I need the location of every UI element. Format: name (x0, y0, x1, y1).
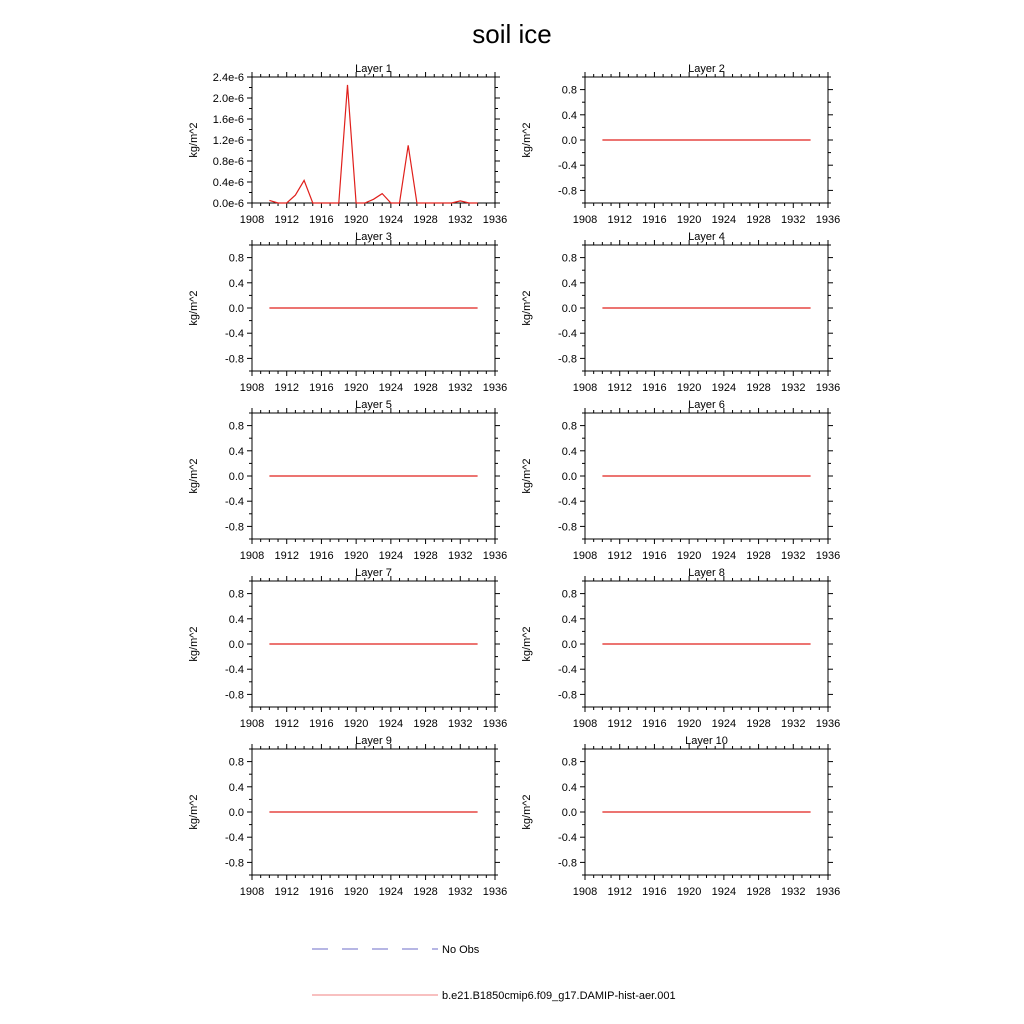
x-tick-label: 1920 (343, 718, 369, 730)
legend-item-2 (312, 990, 676, 1002)
x-tick-label: 1916 (642, 382, 667, 394)
x-tick-label: 1912 (607, 382, 632, 394)
panel-title: Layer 4 (688, 231, 725, 243)
y-axis-label: kg/m^2 (521, 794, 533, 830)
series-line (269, 85, 477, 203)
panel-layer-3 (188, 231, 507, 394)
y-tick-label: 0.0 (561, 303, 577, 315)
x-tick-label: 1932 (781, 718, 806, 730)
y-tick-label: -0.8 (558, 353, 577, 366)
x-tick-label: 1936 (815, 718, 841, 730)
y-tick-label: 0.4 (228, 445, 244, 458)
x-tick-label: 1932 (448, 214, 473, 226)
x-tick-label: 1928 (413, 886, 438, 898)
x-tick-label: 1920 (343, 886, 369, 898)
y-tick-label: -0.4 (558, 328, 577, 341)
x-tick-label: 1916 (642, 550, 667, 562)
y-tick-label: 0.8 (228, 420, 244, 433)
y-tick-label: 0.0 (561, 639, 577, 651)
x-tick-label: 1936 (815, 214, 841, 226)
x-tick-label: 1908 (572, 382, 598, 394)
y-tick-label: 0.8 (561, 420, 577, 433)
x-tick-label: 1924 (711, 214, 737, 226)
x-tick-label: 1924 (711, 550, 737, 562)
y-tick-label: 0.0e-6 (212, 198, 244, 210)
x-tick-label: 1908 (572, 214, 598, 226)
y-axis-label: kg/m^2 (188, 794, 200, 830)
y-tick-label: 0.8 (228, 756, 244, 769)
y-tick-label: 0.0 (228, 639, 244, 651)
y-tick-label: 0.8e-6 (212, 156, 244, 168)
x-tick-label: 1920 (676, 214, 702, 226)
y-axis-label: kg/m^2 (188, 290, 200, 326)
x-tick-label: 1936 (482, 886, 508, 898)
y-axis-label: kg/m^2 (521, 626, 533, 662)
y-tick-label: -0.8 (225, 857, 244, 870)
x-tick-label: 1932 (448, 550, 473, 562)
x-tick-label: 1924 (711, 886, 737, 898)
y-axis-label: kg/m^2 (521, 458, 533, 494)
y-tick-label: 0.0 (228, 303, 244, 315)
panel-title: Layer 3 (355, 231, 392, 243)
y-tick-label: -0.4 (225, 328, 244, 341)
x-tick-label: 1932 (448, 886, 473, 898)
y-tick-label: -0.8 (225, 689, 244, 702)
x-tick-label: 1924 (378, 886, 404, 898)
x-tick-label: 1920 (676, 550, 702, 562)
y-axis-label: kg/m^2 (188, 626, 200, 662)
x-tick-label: 1920 (343, 214, 369, 226)
x-tick-label: 1912 (607, 214, 632, 226)
y-tick-label: 0.0 (228, 471, 244, 483)
y-tick-label: 0.0 (228, 807, 244, 819)
panel-layer-1 (188, 63, 507, 226)
y-tick-label: 0.0 (561, 471, 577, 483)
x-tick-label: 1908 (572, 550, 598, 562)
y-tick-label: -0.4 (558, 664, 577, 677)
x-tick-label: 1920 (676, 886, 702, 898)
x-tick-label: 1928 (413, 382, 438, 394)
y-tick-label: -0.8 (225, 521, 244, 534)
x-tick-label: 1908 (239, 886, 265, 898)
x-tick-label: 1912 (607, 718, 632, 730)
y-tick-label: 0.4 (228, 781, 244, 794)
x-tick-label: 1912 (607, 550, 632, 562)
x-tick-label: 1912 (274, 718, 299, 730)
y-tick-label: 0.8 (561, 84, 577, 97)
y-tick-label: 0.4 (561, 613, 577, 626)
x-tick-label: 1916 (309, 718, 334, 730)
x-tick-label: 1908 (239, 718, 265, 730)
y-tick-label: -0.4 (558, 832, 577, 845)
y-tick-label: 0.4e-6 (212, 177, 244, 189)
x-tick-label: 1908 (572, 886, 598, 898)
x-tick-label: 1924 (711, 382, 737, 394)
y-tick-label: 0.0 (561, 135, 577, 147)
y-axis-label: kg/m^2 (188, 458, 200, 494)
x-tick-label: 1912 (274, 550, 299, 562)
y-axis-label: kg/m^2 (521, 122, 533, 158)
x-tick-label: 1932 (448, 382, 473, 394)
x-tick-label: 1936 (815, 550, 841, 562)
x-tick-label: 1912 (274, 886, 299, 898)
x-tick-label: 1932 (781, 382, 806, 394)
x-tick-label: 1924 (378, 214, 404, 226)
y-tick-label: 0.4 (561, 277, 577, 290)
x-tick-label: 1916 (309, 382, 334, 394)
panel-layer-9 (188, 735, 507, 898)
legend-label: No Obs (442, 944, 480, 956)
x-tick-label: 1936 (482, 214, 508, 226)
panel-layer-5 (188, 399, 507, 562)
y-tick-label: 0.8 (228, 588, 244, 601)
y-tick-label: -0.8 (558, 857, 577, 870)
x-tick-label: 1920 (676, 382, 702, 394)
panel-title: Layer 6 (688, 399, 725, 411)
x-tick-label: 1916 (642, 718, 667, 730)
x-tick-label: 1928 (746, 886, 771, 898)
figure-title: soil ice (472, 19, 552, 49)
y-tick-label: -0.8 (558, 521, 577, 534)
panel-title: Layer 7 (355, 567, 392, 579)
y-tick-label: 0.8 (561, 756, 577, 769)
panel-title: Layer 10 (685, 735, 728, 747)
x-tick-label: 1920 (343, 382, 369, 394)
y-tick-label: 0.8 (228, 252, 244, 265)
panel-layer-8 (521, 567, 840, 730)
x-tick-label: 1928 (413, 214, 438, 226)
panel-layer-7 (188, 567, 507, 730)
y-tick-label: -0.4 (225, 496, 244, 509)
y-tick-label: 0.4 (561, 445, 577, 458)
x-tick-label: 1908 (239, 214, 265, 226)
legend-item-1 (312, 944, 480, 956)
x-tick-label: 1916 (309, 550, 334, 562)
x-tick-label: 1916 (309, 886, 334, 898)
y-tick-label: 0.8 (561, 588, 577, 601)
y-axis-label: kg/m^2 (188, 122, 200, 158)
y-tick-label: 0.4 (228, 277, 244, 290)
x-tick-label: 1936 (482, 718, 508, 730)
x-tick-label: 1916 (642, 214, 667, 226)
x-tick-label: 1916 (642, 886, 667, 898)
x-tick-label: 1920 (676, 718, 702, 730)
x-tick-label: 1924 (378, 382, 404, 394)
panel-title: Layer 9 (355, 735, 392, 747)
x-tick-label: 1928 (746, 382, 771, 394)
y-tick-label: 1.2e-6 (212, 135, 244, 147)
panel-title: Layer 5 (355, 399, 392, 411)
x-tick-label: 1936 (482, 550, 508, 562)
y-axis-label: kg/m^2 (521, 290, 533, 326)
y-tick-label: 0.8 (561, 252, 577, 265)
panel-title: Layer 2 (688, 63, 725, 75)
x-tick-label: 1924 (378, 718, 404, 730)
y-tick-label: 0.4 (228, 613, 244, 626)
x-tick-label: 1912 (607, 886, 632, 898)
x-tick-label: 1932 (781, 550, 806, 562)
panel-title: Layer 1 (355, 63, 392, 75)
x-tick-label: 1924 (711, 718, 737, 730)
panel-title: Layer 8 (688, 567, 725, 579)
x-tick-label: 1932 (781, 214, 806, 226)
y-tick-label: -0.4 (558, 160, 577, 173)
x-tick-label: 1912 (274, 214, 299, 226)
y-tick-label: -0.4 (225, 832, 244, 845)
y-tick-label: 0.0 (561, 807, 577, 819)
y-tick-label: 2.4e-6 (212, 72, 244, 84)
y-tick-label: 0.4 (561, 781, 577, 794)
panel-grid (188, 63, 840, 898)
y-tick-label: -0.8 (558, 185, 577, 198)
x-tick-label: 1908 (572, 718, 598, 730)
x-tick-label: 1936 (482, 382, 508, 394)
y-tick-label: 2.0e-6 (212, 93, 244, 105)
x-tick-label: 1928 (413, 718, 438, 730)
legend (312, 944, 676, 1002)
y-tick-label: -0.8 (558, 689, 577, 702)
x-tick-label: 1908 (239, 550, 265, 562)
y-tick-label: -0.4 (558, 496, 577, 509)
x-tick-label: 1924 (378, 550, 404, 562)
panel-layer-4 (521, 231, 840, 394)
x-tick-label: 1920 (343, 550, 369, 562)
plot-frame (252, 77, 495, 203)
x-tick-label: 1916 (309, 214, 334, 226)
x-tick-label: 1928 (413, 550, 438, 562)
x-tick-label: 1932 (781, 886, 806, 898)
x-tick-label: 1936 (815, 886, 841, 898)
y-tick-label: 1.6e-6 (212, 114, 244, 126)
panel-layer-10 (521, 735, 840, 898)
y-tick-label: -0.4 (225, 664, 244, 677)
legend-label: b.e21.B1850cmip6.f09_g17.DAMIP-hist-aer.001 (442, 990, 676, 1002)
x-tick-label: 1912 (274, 382, 299, 394)
x-tick-label: 1936 (815, 382, 841, 394)
y-tick-label: -0.8 (225, 353, 244, 366)
panel-layer-2 (521, 63, 840, 226)
x-tick-label: 1928 (746, 214, 771, 226)
x-tick-label: 1908 (239, 382, 265, 394)
x-tick-label: 1928 (746, 550, 771, 562)
x-tick-label: 1932 (448, 718, 473, 730)
y-tick-label: 0.4 (561, 109, 577, 122)
x-tick-label: 1928 (746, 718, 771, 730)
panel-layer-6 (521, 399, 840, 562)
